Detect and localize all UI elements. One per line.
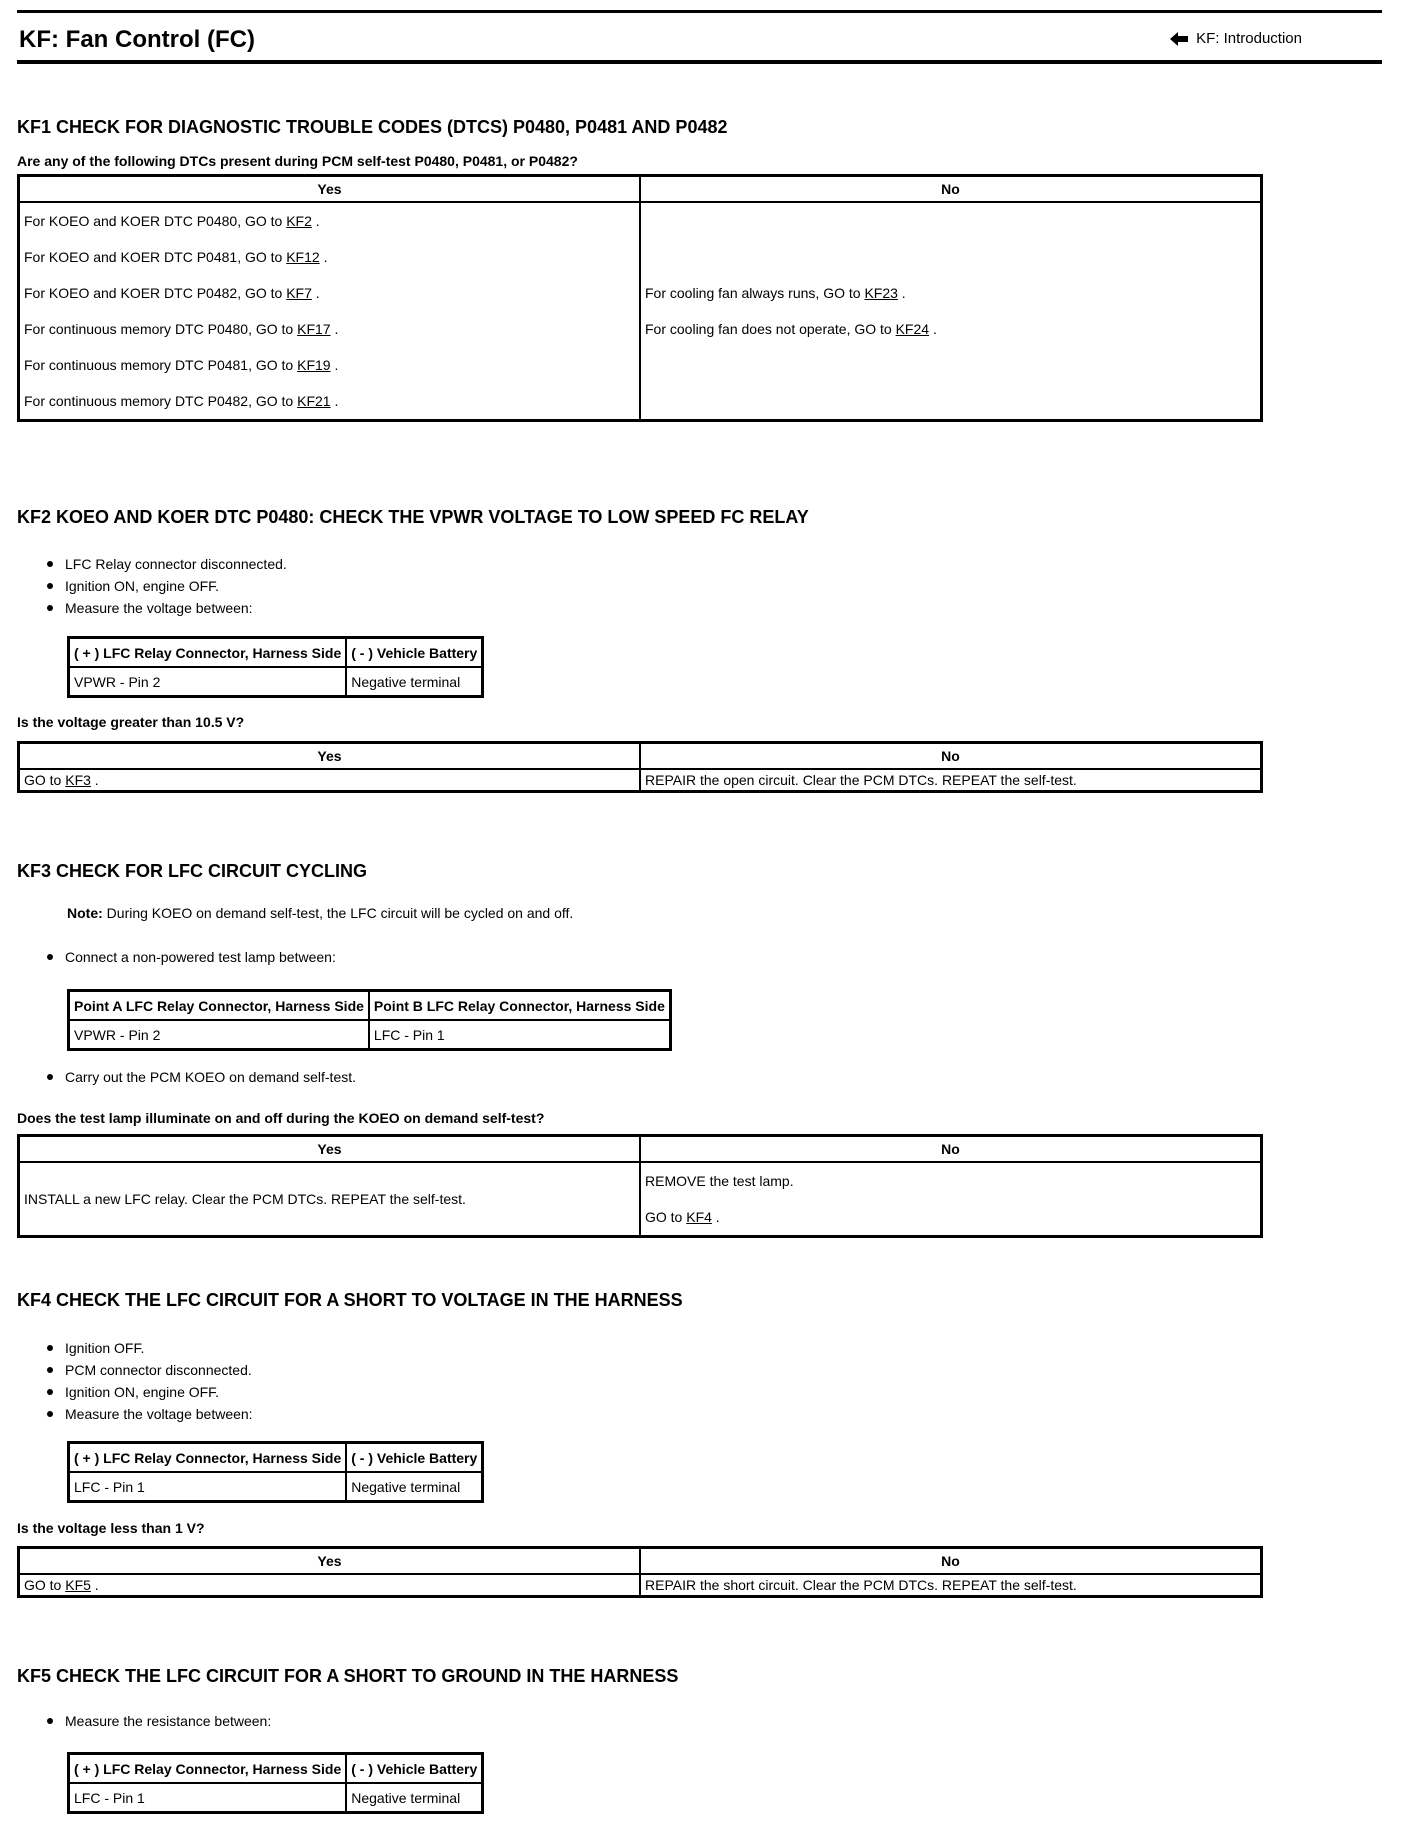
meas-header-a: Point A LFC Relay Connector, Harness Side (69, 991, 369, 1021)
link-kf23[interactable]: KF23 (864, 285, 898, 301)
link-kf3[interactable]: KF3 (65, 772, 91, 788)
step-title: KF1 CHECK FOR DIAGNOSTIC TROUBLE CODES (DTCS) P0480, P0481 AND P0482 (17, 117, 728, 137)
no-header: No (640, 1136, 1262, 1163)
item-suffix: . (311, 213, 320, 229)
note-label: Note: (67, 905, 103, 921)
title-bar (17, 10, 1382, 64)
list-item: Ignition OFF. (65, 1337, 1267, 1359)
no-header: No (640, 1548, 1262, 1575)
bullet-list (17, 553, 1267, 619)
meas-value-b: Negative terminal (346, 1783, 483, 1813)
no-header: No (640, 176, 1262, 203)
kf3-bullet1-block (17, 946, 1267, 968)
kf2-question-block (17, 714, 1267, 730)
list-item: Measure the resistance between: (65, 1710, 1267, 1732)
yes-no-table (17, 1134, 1263, 1238)
step-kf2 (17, 507, 1267, 528)
list-item: PCM connector disconnected. (65, 1359, 1267, 1381)
item-suffix: . (319, 249, 328, 265)
yes-suffix: . (90, 772, 99, 788)
yes-no-table (17, 1546, 1263, 1598)
no-cell: REPAIR the short circuit. Clear the PCM DTCs. REPEAT the self-test. (640, 1574, 1262, 1597)
step-kf3 (17, 861, 1267, 882)
kf5-bullets-block (17, 1710, 1267, 1732)
link-kf24[interactable]: KF24 (895, 321, 930, 337)
page-title: KF: Fan Control (FC) (19, 26, 255, 53)
bullet-list (17, 946, 1267, 968)
meas-value-b: LFC - Pin 1 (369, 1020, 670, 1050)
list-item: Measure the voltage between: (65, 597, 1267, 619)
note-text: During KOEO on demand self-test, the LFC circuit will be cycled on and off. (102, 905, 574, 921)
measurement-table (67, 989, 672, 1051)
no-text: GO to (645, 1209, 687, 1225)
no-cell (640, 1162, 1262, 1237)
item-text: For cooling fan always runs, GO to (645, 285, 865, 301)
kf4-question-block (17, 1520, 1267, 1536)
kf3-meas-block (67, 989, 672, 1051)
item-suffix: . (897, 285, 906, 301)
link-kf17[interactable]: KF17 (297, 321, 331, 337)
kf4-table-block (17, 1546, 1267, 1598)
link-kf21[interactable]: KF21 (297, 393, 331, 409)
list-item (24, 347, 635, 383)
list-item: Measure the voltage between: (65, 1403, 1267, 1425)
kf2-table-block (17, 741, 1267, 793)
list-item (24, 203, 635, 239)
list-item: Ignition ON, engine OFF. (65, 575, 1267, 597)
item-suffix: . (330, 321, 339, 337)
link-kf7[interactable]: KF7 (286, 285, 312, 301)
link-kf12[interactable]: KF12 (286, 249, 320, 265)
step-title: KF2 KOEO AND KOER DTC P0480: CHECK THE VPWR VOLTAGE TO LOW SPEED FC RELAY (17, 507, 809, 527)
list-item (24, 311, 635, 347)
kf3-note-block (67, 905, 1317, 921)
arrow-left-icon (1170, 32, 1188, 46)
meas-header-a: ( + ) LFC Relay Connector, Harness Side (69, 1443, 347, 1473)
meas-header-a: ( + ) LFC Relay Connector, Harness Side (69, 1754, 347, 1784)
list-item (24, 383, 635, 419)
list-item (645, 275, 1256, 311)
yes-cell (19, 769, 641, 792)
list-item: LFC Relay connector disconnected. (65, 553, 1267, 575)
measurement-table (67, 636, 484, 698)
yes-suffix: . (90, 1577, 99, 1593)
introduction-link-label: KF: Introduction (1196, 30, 1302, 47)
kf1-table-block (17, 174, 1267, 422)
yes-cell (19, 202, 641, 421)
link-kf5[interactable]: KF5 (65, 1577, 91, 1593)
kf2-meas-block (67, 636, 484, 698)
bullet-list (17, 1337, 1267, 1425)
item-text: For continuous memory DTC P0480, GO to (24, 321, 298, 337)
meas-value-b: Negative terminal (346, 667, 483, 697)
step-question: Is the voltage greater than 10.5 V? (17, 714, 245, 730)
meas-value-a: LFC - Pin 1 (69, 1472, 347, 1502)
kf1-question-block (17, 153, 1267, 169)
item-text: For cooling fan does not operate, GO to (645, 321, 896, 337)
yes-list (24, 203, 635, 419)
yes-header: Yes (19, 1548, 641, 1575)
measurement-table (67, 1752, 484, 1814)
step-kf4 (17, 1290, 1267, 1311)
meas-header-b: ( - ) Vehicle Battery (346, 1754, 483, 1784)
item-suffix: . (330, 393, 339, 409)
introduction-link[interactable] (1170, 30, 1302, 47)
yes-header: Yes (19, 176, 641, 203)
meas-header-b: Point B LFC Relay Connector, Harness Side (369, 991, 670, 1021)
yes-no-table (17, 741, 1263, 793)
step-question: Is the voltage less than 1 V? (17, 1520, 205, 1536)
meas-header-b: ( - ) Vehicle Battery (346, 1443, 483, 1473)
item-suffix: . (311, 285, 320, 301)
item-text: For continuous memory DTC P0482, GO to (24, 393, 298, 409)
list-item: Connect a non-powered test lamp between: (65, 946, 1267, 968)
list-item (24, 275, 635, 311)
kf4-meas-block (67, 1441, 484, 1503)
kf5-meas-block (67, 1752, 484, 1814)
item-suffix: . (330, 357, 339, 373)
item-text: For continuous memory DTC P0481, GO to (24, 357, 298, 373)
item-text: For KOEO and KOER DTC P0482, GO to (24, 285, 287, 301)
kf4-bullets-block (17, 1337, 1267, 1425)
measurement-table (67, 1441, 484, 1503)
yes-header: Yes (19, 1136, 641, 1163)
meas-header-b: ( - ) Vehicle Battery (346, 638, 483, 668)
link-kf2[interactable]: KF2 (286, 213, 312, 229)
yes-text: GO to (24, 772, 66, 788)
step-title: KF4 CHECK THE LFC CIRCUIT FOR A SHORT TO VOLTAGE IN THE HARNESS (17, 1290, 683, 1310)
yes-cell (19, 1574, 641, 1597)
bullet-list (17, 1066, 1267, 1088)
kf3-question-block (17, 1110, 1267, 1126)
step-title: KF5 CHECK THE LFC CIRCUIT FOR A SHORT TO GROUND IN THE HARNESS (17, 1666, 679, 1686)
item-text: For KOEO and KOER DTC P0481, GO to (24, 249, 287, 265)
note (67, 905, 1317, 921)
meas-value-b: Negative terminal (346, 1472, 483, 1502)
step-question: Does the test lamp illuminate on and off during the KOEO on demand self-test? (17, 1110, 545, 1126)
no-line: REMOVE the test lamp. (645, 1173, 794, 1189)
item-text: For KOEO and KOER DTC P0480, GO to (24, 213, 287, 229)
meas-value-a: VPWR - Pin 2 (69, 1020, 369, 1050)
kf3-bullet2-block (17, 1066, 1267, 1088)
link-kf19[interactable]: KF19 (297, 357, 331, 373)
no-header: No (640, 743, 1262, 770)
meas-header-a: ( + ) LFC Relay Connector, Harness Side (69, 638, 347, 668)
step-kf5 (17, 1666, 1267, 1687)
step-kf1 (17, 117, 1267, 138)
link-kf4[interactable]: KF4 (686, 1209, 712, 1225)
no-line (645, 1199, 1256, 1235)
yes-text: GO to (24, 1577, 66, 1593)
step-question: Are any of the following DTCs present during PCM self-test P0480, P0481, or P0482? (17, 153, 578, 169)
yes-header: Yes (19, 743, 641, 770)
no-cell (640, 202, 1262, 421)
step-title: KF3 CHECK FOR LFC CIRCUIT CYCLING (17, 861, 367, 881)
yes-cell: INSTALL a new LFC relay. Clear the PCM DTCs. REPEAT the self-test. (19, 1162, 641, 1237)
bullet-list (17, 1710, 1267, 1732)
meas-value-a: VPWR - Pin 2 (69, 667, 347, 697)
list-item: Ignition ON, engine OFF. (65, 1381, 1267, 1403)
list-item (24, 239, 635, 275)
list-item (645, 311, 1256, 347)
item-suffix: . (929, 321, 937, 337)
kf3-table-block (17, 1134, 1267, 1238)
kf2-bullets-block (17, 553, 1267, 619)
no-list (645, 275, 1256, 347)
no-suffix: . (711, 1209, 720, 1225)
no-cell: REPAIR the open circuit. Clear the PCM DTCs. REPEAT the self-test. (640, 769, 1262, 792)
meas-value-a: LFC - Pin 1 (69, 1783, 347, 1813)
yes-no-table (17, 174, 1263, 422)
list-item: Carry out the PCM KOEO on demand self-test. (65, 1066, 1267, 1088)
